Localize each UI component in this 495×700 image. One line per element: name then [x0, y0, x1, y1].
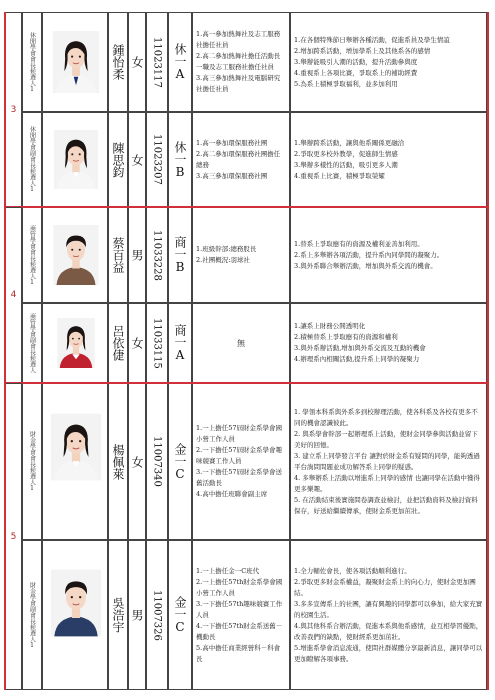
portrait-photo [51, 31, 101, 93]
group-divider [5, 206, 488, 208]
name-cell [108, 303, 128, 383]
group-number: 3 [10, 104, 17, 115]
experience-item: 5.高中擔任商業經營科－科會長 [196, 643, 281, 663]
candidate-role: 財金學會副會長候選人1 [28, 581, 36, 649]
candidate-role: 休閒學會會長候選人1 [28, 31, 36, 93]
group-number-cell [5, 12, 22, 207]
experience-item: 3.一下擔任57th趣味競賽工作人員 [196, 599, 283, 619]
student-id: 11033228 [151, 229, 163, 281]
portrait-photo [51, 568, 101, 638]
class-cell [168, 12, 192, 112]
photo-cell [42, 540, 108, 690]
platform-item: 2. 與系學會幹部一起辦理系上活動，使財金同學參與活動並留下美好的回憶。 [294, 429, 478, 449]
student-id: 11023207 [151, 134, 163, 185]
experience-item: 1.一上擔任57屆財金系學會國小營工作人員 [196, 424, 282, 443]
group-divider [5, 382, 488, 384]
platform-item: 2.爭取更多校外教學，促進師生情感 [294, 149, 398, 158]
platform-item: 3.與外系聯合舉辦活動，增加與外系交流的機會。 [294, 261, 437, 270]
platform-item: 3. 建立系上同學發言平台 讓對於財金系有疑問的同學，能夠透過平台詢問問題並成功解答系上同學的疑惑。 [294, 451, 480, 471]
class-name: 金一C [173, 442, 187, 481]
experience-item: 1.班級幹部:總務股長 [196, 245, 257, 253]
role-cell [22, 207, 42, 303]
experience-cell [192, 112, 290, 207]
experience-item: 1.高一參加環保服務社團 [196, 138, 268, 147]
avatar [51, 412, 101, 482]
experience-item: 4.一下擔任57th財金系送舊－機動長 [196, 621, 283, 641]
platform-item: 2.積極替系上爭取應有的資源和權利 [294, 333, 398, 341]
student-id: 11007340 [151, 436, 163, 487]
group-right-border [487, 207, 489, 383]
student-id: 11033115 [151, 317, 163, 369]
platform-item: 2.增加跨系活動，增加學系上及其他系各的感情 [294, 46, 431, 55]
platform-item: 3.與外系辦活動,增加與外系交流及互動的機會 [294, 344, 426, 352]
candidate-name: 蔡百益 [111, 237, 125, 273]
platform-item: 3.舉辦能吸引人潮的活動，提升活動參與度 [294, 57, 418, 66]
platform-item: 4.重視系上比賽，積極爭取榮耀 [294, 171, 385, 180]
candidate-name: 鍾怡柔 [111, 44, 125, 80]
experience-cell [192, 540, 290, 690]
candidate-role: 商管學會副會長候選人 [28, 313, 36, 373]
gender-cell [128, 12, 146, 112]
gender-cell [128, 207, 146, 303]
student-id-cell [146, 112, 168, 207]
platform-item: 1.在各個特殊節日舉辦各種活動，促進系員及學生情誼 [294, 35, 450, 44]
avatar [51, 568, 101, 638]
student-id: 11007326 [151, 589, 163, 641]
experience-item: 1.一上擔任金一C班代 [196, 566, 260, 575]
platform-item: 4.重視系上各項比賽，爭取系上的補助經費 [294, 68, 418, 77]
candidate-gender: 女 [130, 337, 144, 349]
group-right-border [487, 12, 489, 207]
platform-cell [290, 12, 487, 112]
platform-item: 4.與其他科系合辦活動，促進本系與他系感情，並互相學習優點，改善我們的缺點，使財經系更加茁壯。 [294, 621, 483, 641]
student-id-cell [146, 540, 168, 690]
experience-cell [192, 12, 290, 112]
photo-cell [42, 207, 108, 303]
portrait-photo [51, 412, 101, 482]
gender-cell [128, 303, 146, 383]
candidate-gender: 男 [130, 609, 144, 621]
name-cell [108, 12, 128, 112]
platform-item: 5.為系上積極爭取福利，並多加利用 [294, 79, 398, 88]
avatar [51, 318, 101, 368]
student-id-cell [146, 383, 168, 540]
platform-item: 1.全力輔佐會長，使各項活動順利進行。 [294, 566, 411, 575]
photo-cell [42, 112, 108, 207]
class-cell [168, 383, 192, 540]
group-right-border [487, 383, 489, 690]
experience-item: 2.社團概況:羽球社 [196, 256, 250, 264]
student-id-cell [146, 12, 168, 112]
class-name: 休一B [173, 140, 187, 179]
candidate-gender: 女 [130, 153, 144, 166]
experience-item: 2.高二參加熱舞社擔任活動長一職及志工服務社擔任社員 [196, 52, 281, 71]
portrait-photo [51, 225, 101, 285]
name-cell [108, 383, 128, 540]
platform-cell [290, 303, 487, 383]
student-id-cell [146, 303, 168, 383]
group-number: 5 [10, 531, 17, 542]
class-cell [168, 207, 192, 303]
platform-item: 1.替系上爭取應有的資源及權利並善加利用。 [294, 239, 424, 248]
gender-cell [128, 540, 146, 690]
candidate-name: 呂依倢 [111, 325, 125, 361]
student-id-cell [146, 207, 168, 303]
experience-cell [192, 383, 290, 540]
group-number-cell [5, 207, 22, 383]
experience-item: 2.高二參加環保服務社團擔任總務 [196, 149, 281, 169]
role-cell [22, 12, 42, 112]
candidate-name: 吳浩宇 [111, 597, 125, 633]
experience-cell [192, 303, 290, 383]
role-cell [22, 112, 42, 207]
platform-item: 1.舉辦跨系活動，讓與他系關係更融洽 [294, 138, 405, 147]
role-cell [22, 540, 42, 690]
experience-item: 3.高三參加環保服務社團 [196, 171, 268, 180]
student-id: 11023117 [151, 36, 163, 88]
platform-item: 2.爭取更多財金系權益，凝聚財金系上的向心力，使財金更加團結。 [294, 577, 476, 597]
candidate-role: 財金學會會長候選人1 [28, 431, 36, 492]
platform-item: 1. 學領本科系與外系多到校辦理活動，使各科系及各校有更多不同的機會認識彼此。 [294, 407, 478, 427]
experience-item: 4.高中擔任班聯會副主席 [196, 490, 268, 498]
platform-cell [290, 540, 487, 690]
candidate-role: 商管學會會長候選人1 [28, 224, 36, 286]
candidate-role: 休閒學會副會長候選人1 [28, 126, 36, 193]
candidate-name: 楊佩萊 [111, 443, 125, 480]
platform-cell [290, 383, 487, 540]
class-cell [168, 112, 192, 207]
platform-item: 5. 在活動結束後實施問卷調查並檢討，並把活動資料及檢討資料保存，好送給繼續傳承，使財金系更加茁壯。 [294, 495, 478, 515]
role-cell [22, 303, 42, 383]
candidate-gender: 女 [130, 455, 144, 468]
platform-item: 3.舉辦多樣性的活動，吸引更多人潮 [294, 160, 398, 169]
platform-item: 4.辦理系內相關活動,提升系上同學的凝聚力 [294, 355, 420, 363]
role-cell [22, 383, 42, 540]
avatar [51, 130, 101, 189]
platform-cell [290, 112, 487, 207]
portrait-photo [51, 318, 101, 368]
platform-item: 5.增進系學會消息流通，使問社群媒體分享最新消息，讓同學可以更加瞭解各項事務。 [294, 643, 483, 663]
platform-item: 2.系上多舉辦各項活動，提升系內同學間的凝聚力。 [294, 250, 444, 259]
candidate-gender: 女 [130, 56, 144, 68]
class-name: 商一B [173, 236, 187, 274]
experience-item: 3.高三參加熱舞社及電腦研究社擔任社員 [196, 74, 281, 93]
avatar [51, 31, 101, 93]
class-name: 商一A [173, 324, 187, 362]
group-left-border [4, 207, 6, 383]
class-cell [168, 540, 192, 690]
experience-item: 1.高一參加熱舞社及志工服務社擔任社員 [196, 30, 281, 49]
platform-item: 3.多多宣傳系上的社團，讓有興趣的同學都可以參加，給大家充實的校園生活。 [294, 599, 483, 619]
group-left-border [4, 12, 6, 207]
group-left-border [4, 383, 6, 690]
platform-item: 1.讓系上財務公開透明化 [294, 322, 366, 330]
experience-item: 2.一下擔任57屆財金系學會趣味競賽工作人員 [196, 446, 282, 465]
gender-cell [128, 112, 146, 207]
experience-cell [192, 207, 290, 303]
name-cell [108, 207, 128, 303]
avatar [51, 225, 101, 285]
portrait-photo [51, 130, 101, 189]
candidate-name: 陳思鈞 [111, 141, 125, 178]
class-name: 金一C [173, 596, 187, 634]
experience-item: 2.一上擔任57th財金系學會國小營工作人員 [196, 577, 283, 597]
candidate-gender: 男 [130, 249, 144, 261]
group-number-cell [5, 383, 22, 690]
name-cell [108, 112, 128, 207]
gender-cell [128, 383, 146, 540]
platform-item: 4. 多舉辦系上活動以增進系上同學的感情 也讓同學在活動中獲得更多樂趣。 [294, 473, 480, 493]
photo-cell [42, 383, 108, 540]
class-cell [168, 303, 192, 383]
group-number: 4 [10, 290, 17, 300]
photo-cell [42, 12, 108, 112]
class-name: 休一A [173, 43, 187, 81]
name-cell [108, 540, 128, 690]
platform-cell [290, 207, 487, 303]
experience-item: 3.一下擔任57屆財金系學會送舊活動長 [196, 468, 282, 487]
photo-cell [42, 303, 108, 383]
experience-none: 無 [237, 338, 245, 348]
